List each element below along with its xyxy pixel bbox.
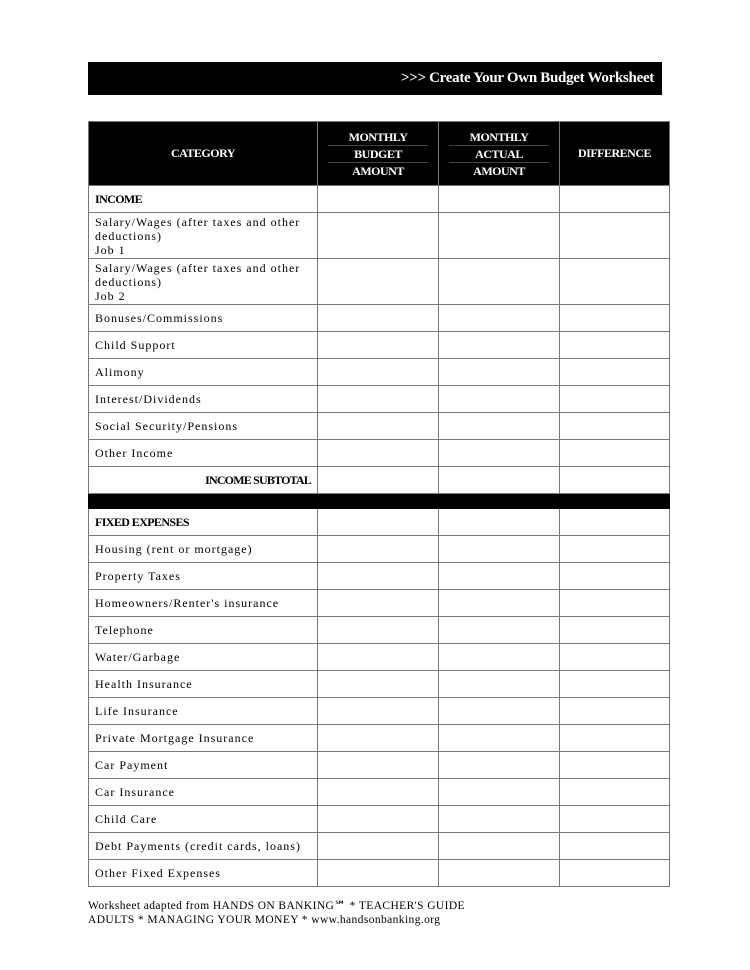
category-label: Bonuses/Commissions — [89, 305, 318, 332]
budget-cell[interactable] — [318, 413, 439, 440]
actual-cell[interactable] — [439, 752, 560, 779]
budget-cell[interactable] — [318, 305, 439, 332]
budget-cell[interactable] — [318, 671, 439, 698]
table-row — [89, 779, 670, 806]
difference-cell[interactable] — [560, 590, 670, 617]
table-row — [89, 332, 670, 359]
category-label: Interest/Dividends — [89, 386, 318, 413]
actual-cell[interactable] — [439, 860, 560, 887]
budget-cell[interactable] — [318, 860, 439, 887]
table-row — [89, 536, 670, 563]
budget-cell[interactable] — [318, 359, 439, 386]
difference-cell[interactable] — [560, 509, 670, 536]
category-label: Property Taxes — [89, 563, 318, 590]
budget-cell[interactable] — [318, 186, 439, 213]
table-row — [89, 386, 670, 413]
column-header-budget: MONTHLY BUDGET AMOUNT — [318, 122, 439, 186]
category-label: Child Support — [89, 332, 318, 359]
column-header-actual: MONTHLY ACTUAL AMOUNT — [439, 122, 560, 186]
table-row — [89, 563, 670, 590]
actual-cell[interactable] — [439, 590, 560, 617]
section-row-fixed — [89, 509, 670, 536]
difference-cell[interactable] — [560, 833, 670, 860]
difference-cell[interactable] — [560, 725, 670, 752]
category-label: Other Income — [89, 440, 318, 467]
category-label: Salary/Wages (after taxes and other deductions) Job 2 — [89, 259, 318, 305]
header-row — [89, 122, 670, 186]
category-label: Car Payment — [89, 752, 318, 779]
category-label: Telephone — [89, 617, 318, 644]
section-row-income — [89, 186, 670, 213]
actual-cell[interactable] — [439, 563, 560, 590]
category-label: Car Insurance — [89, 779, 318, 806]
budget-cell[interactable] — [318, 698, 439, 725]
table-row — [89, 806, 670, 833]
budget-cell[interactable] — [318, 563, 439, 590]
budget-cell[interactable] — [318, 440, 439, 467]
category-label: Alimony — [89, 359, 318, 386]
actual-cell[interactable] — [439, 359, 560, 386]
category-label: Health Insurance — [89, 671, 318, 698]
category-label: Debt Payments (credit cards, loans) — [89, 833, 318, 860]
budget-cell[interactable] — [318, 617, 439, 644]
difference-cell[interactable] — [560, 467, 670, 494]
budget-cell[interactable] — [318, 259, 439, 305]
actual-cell[interactable] — [439, 806, 560, 833]
table-row — [89, 698, 670, 725]
table-row — [89, 213, 670, 259]
budget-cell[interactable] — [318, 833, 439, 860]
actual-cell[interactable] — [439, 186, 560, 213]
budget-cell[interactable] — [318, 779, 439, 806]
category-label: Housing (rent or mortgage) — [89, 536, 318, 563]
table-row — [89, 752, 670, 779]
difference-cell[interactable] — [560, 779, 670, 806]
table-row — [89, 413, 670, 440]
category-label: Other Fixed Expenses — [89, 860, 318, 887]
table-row — [89, 440, 670, 467]
footer-credit — [88, 899, 465, 927]
difference-cell[interactable] — [560, 359, 670, 386]
actual-cell[interactable] — [439, 332, 560, 359]
table-row — [89, 725, 670, 752]
actual-cell[interactable] — [439, 213, 560, 259]
table-row — [89, 671, 670, 698]
category-label: Child Care — [89, 806, 318, 833]
difference-cell[interactable] — [560, 563, 670, 590]
table-row — [89, 305, 670, 332]
budget-cell[interactable] — [318, 386, 439, 413]
footer-line-2: ADULTS * MANAGING YOUR MONEY * www.handsonbanking.org — [88, 914, 441, 926]
table-row — [89, 590, 670, 617]
budget-cell[interactable] — [318, 752, 439, 779]
budget-cell[interactable] — [318, 536, 439, 563]
actual-cell[interactable] — [439, 467, 560, 494]
section-heading: INCOME — [89, 186, 318, 213]
actual-cell[interactable] — [439, 509, 560, 536]
difference-cell[interactable] — [560, 440, 670, 467]
actual-cell[interactable] — [439, 671, 560, 698]
actual-cell[interactable] — [439, 725, 560, 752]
worksheet-title: >>> Create Your Own Budget Worksheet — [88, 62, 662, 95]
budget-cell[interactable] — [318, 644, 439, 671]
difference-cell[interactable] — [560, 413, 670, 440]
table-row — [89, 833, 670, 860]
subtotal-label: INCOME SUBTOTAL — [89, 467, 318, 494]
difference-cell[interactable] — [560, 332, 670, 359]
difference-cell[interactable] — [560, 860, 670, 887]
actual-cell[interactable] — [439, 536, 560, 563]
column-header-difference: DIFFERENCE — [560, 122, 670, 186]
budget-cell[interactable] — [318, 509, 439, 536]
difference-cell[interactable] — [560, 806, 670, 833]
actual-cell[interactable] — [439, 779, 560, 806]
budget-cell[interactable] — [318, 725, 439, 752]
difference-cell[interactable] — [560, 752, 670, 779]
table-row — [89, 644, 670, 671]
actual-cell[interactable] — [439, 833, 560, 860]
section-divider — [89, 494, 670, 509]
table-row — [89, 359, 670, 386]
category-label: Private Mortgage Insurance — [89, 725, 318, 752]
difference-cell[interactable] — [560, 305, 670, 332]
difference-cell[interactable] — [560, 186, 670, 213]
budget-cell[interactable] — [318, 806, 439, 833]
difference-cell[interactable] — [560, 671, 670, 698]
table-row — [89, 617, 670, 644]
category-label: Salary/Wages (after taxes and other deductions) Job 1 — [89, 213, 318, 259]
category-label: Water/Garbage — [89, 644, 318, 671]
difference-cell[interactable] — [560, 536, 670, 563]
difference-cell[interactable] — [560, 698, 670, 725]
actual-cell[interactable] — [439, 644, 560, 671]
category-label: Homeowners/Renter's insurance — [89, 590, 318, 617]
budget-cell[interactable] — [318, 467, 439, 494]
actual-cell[interactable] — [439, 440, 560, 467]
section-heading: FIXED EXPENSES — [89, 509, 318, 536]
table-row — [89, 259, 670, 305]
actual-cell[interactable] — [439, 386, 560, 413]
difference-cell[interactable] — [560, 386, 670, 413]
actual-cell[interactable] — [439, 698, 560, 725]
budget-table — [88, 121, 670, 887]
category-label: Life Insurance — [89, 698, 318, 725]
table-row — [89, 860, 670, 887]
actual-cell[interactable] — [439, 259, 560, 305]
budget-cell[interactable] — [318, 213, 439, 259]
footer-line-1: Worksheet adapted from HANDS ON BANKING℠ * TEACHER'S GUIDE — [88, 900, 465, 912]
difference-cell[interactable] — [560, 644, 670, 671]
actual-cell[interactable] — [439, 617, 560, 644]
category-label: Social Security/Pensions — [89, 413, 318, 440]
column-header-category: CATEGORY — [89, 122, 318, 186]
subtotal-row-income — [89, 467, 670, 494]
budget-cell[interactable] — [318, 590, 439, 617]
actual-cell[interactable] — [439, 413, 560, 440]
difference-cell[interactable] — [560, 213, 670, 259]
budget-cell[interactable] — [318, 332, 439, 359]
difference-cell[interactable] — [560, 259, 670, 305]
actual-cell[interactable] — [439, 305, 560, 332]
difference-cell[interactable] — [560, 617, 670, 644]
